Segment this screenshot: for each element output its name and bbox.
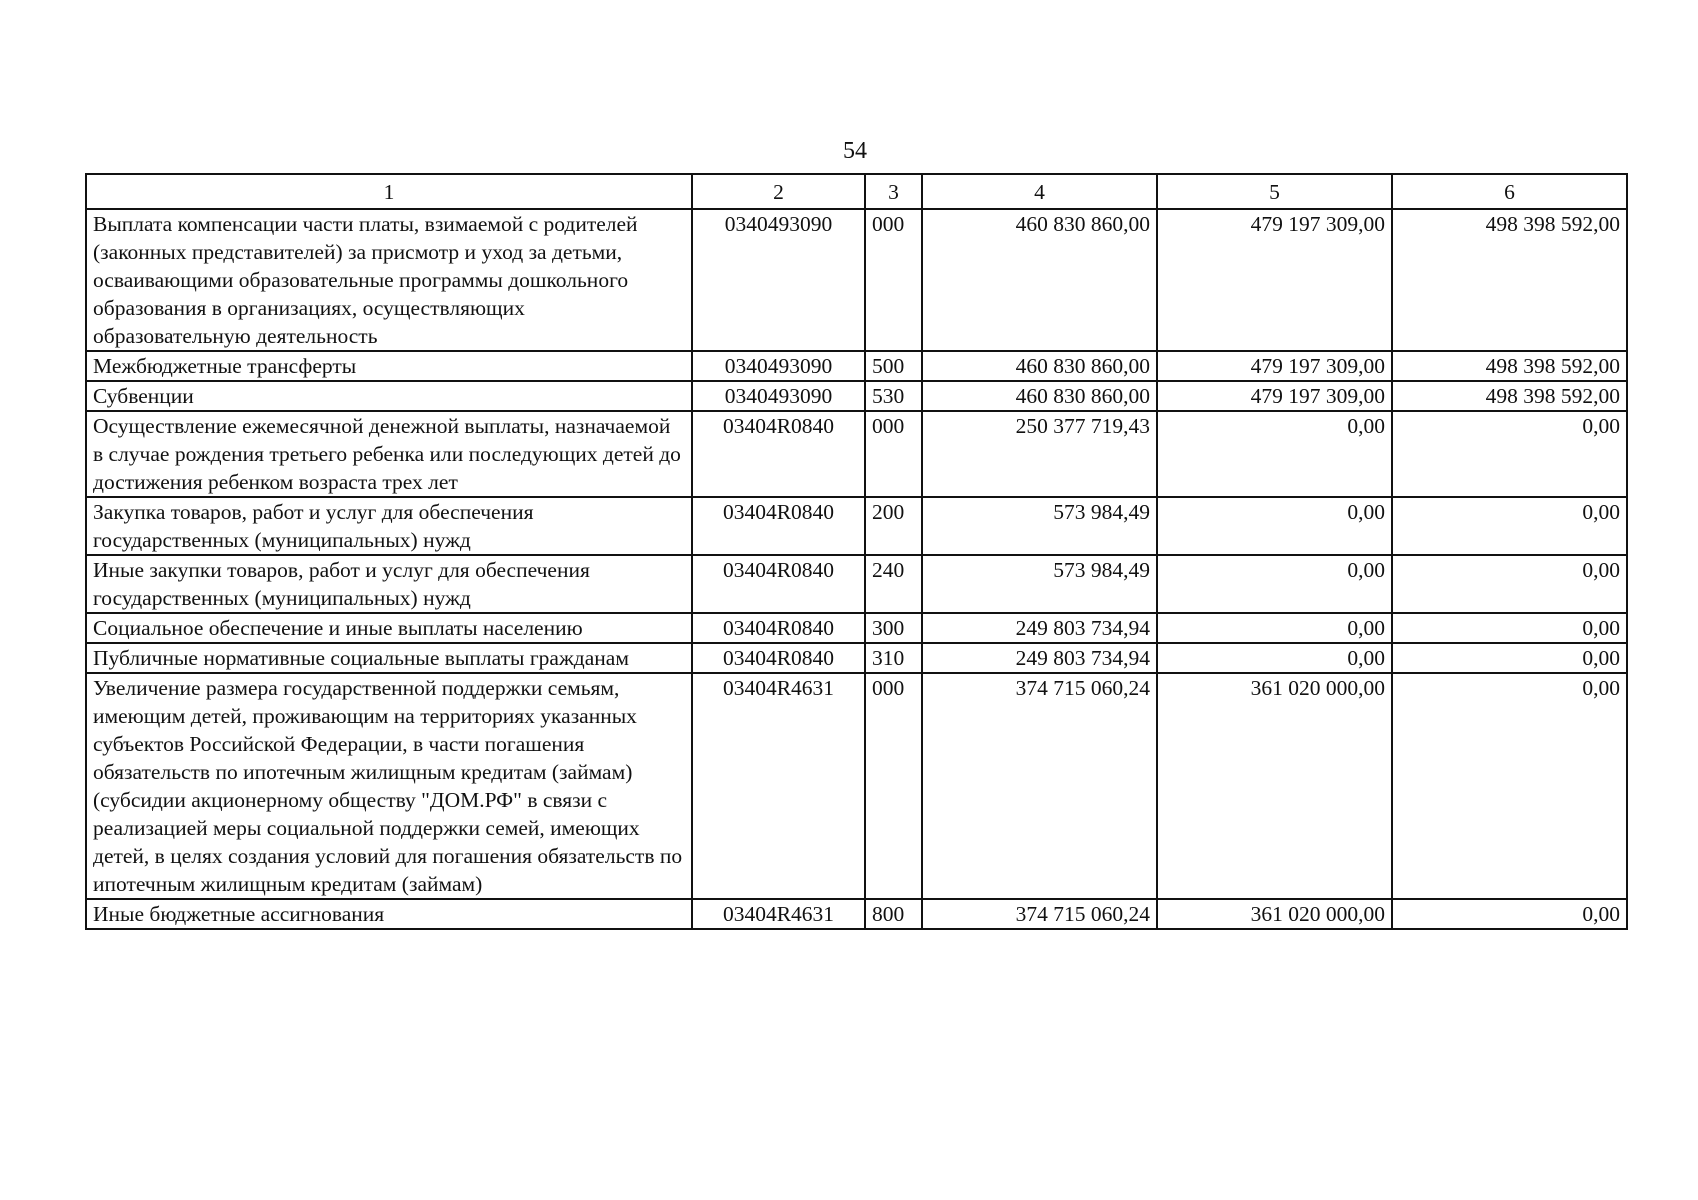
- row-name-cell: Иные закупки товаров, работ и услуг для обеспечения государственных (муниципальных) нужд: [86, 555, 692, 613]
- target-code-cell: 03404R0840: [692, 411, 865, 497]
- amount-col5-cell: 0,00: [1157, 555, 1392, 613]
- row-name-cell: Осуществление ежемесячной денежной выплаты, назначаемой в случае рождения третьего ребенка или последующих детей до достижения ребенком возраста трех лет: [86, 411, 692, 497]
- table-row: [86, 411, 1627, 497]
- expense-type-cell: 310: [865, 643, 922, 673]
- header-row: [86, 174, 1627, 209]
- target-code-cell: 0340493090: [692, 351, 865, 381]
- table-row: [86, 351, 1627, 381]
- row-name-cell: Закупка товаров, работ и услуг для обеспечения государственных (муниципальных) нужд: [86, 497, 692, 555]
- table-row: [86, 381, 1627, 411]
- amount-col6-cell: 498 398 592,00: [1392, 209, 1627, 351]
- amount-col5-cell: 479 197 309,00: [1157, 381, 1392, 411]
- header-cell-5: 5: [1157, 174, 1392, 209]
- amount-col6-cell: 0,00: [1392, 643, 1627, 673]
- expense-type-cell: 800: [865, 899, 922, 929]
- expense-type-cell: 000: [865, 673, 922, 899]
- table-row: [86, 643, 1627, 673]
- amount-col6-cell: 498 398 592,00: [1392, 351, 1627, 381]
- target-code-cell: 03404R0840: [692, 613, 865, 643]
- amount-col6-cell: 0,00: [1392, 555, 1627, 613]
- amount-col4-cell: 249 803 734,94: [922, 613, 1157, 643]
- amount-col6-cell: 498 398 592,00: [1392, 381, 1627, 411]
- amount-col4-cell: 249 803 734,94: [922, 643, 1157, 673]
- amount-col4-cell: 460 830 860,00: [922, 209, 1157, 351]
- table-row: [86, 497, 1627, 555]
- header-cell-2: 2: [692, 174, 865, 209]
- amount-col5-cell: 0,00: [1157, 497, 1392, 555]
- budget-table: [85, 173, 1628, 930]
- row-name-cell: Публичные нормативные социальные выплаты гражданам: [86, 643, 692, 673]
- table-row: [86, 555, 1627, 613]
- target-code-cell: 03404R4631: [692, 673, 865, 899]
- amount-col6-cell: 0,00: [1392, 497, 1627, 555]
- table-row: [86, 673, 1627, 899]
- target-code-cell: 03404R0840: [692, 643, 865, 673]
- row-name-cell: Субвенции: [86, 381, 692, 411]
- expense-type-cell: 300: [865, 613, 922, 643]
- amount-col6-cell: 0,00: [1392, 613, 1627, 643]
- expense-type-cell: 500: [865, 351, 922, 381]
- header-cell-4: 4: [922, 174, 1157, 209]
- header-cell-1: 1: [86, 174, 692, 209]
- amount-col4-cell: 250 377 719,43: [922, 411, 1157, 497]
- amount-col4-cell: 374 715 060,24: [922, 899, 1157, 929]
- amount-col5-cell: 361 020 000,00: [1157, 899, 1392, 929]
- expense-type-cell: 240: [865, 555, 922, 613]
- expense-type-cell: 000: [865, 411, 922, 497]
- target-code-cell: 03404R4631: [692, 899, 865, 929]
- amount-col5-cell: 479 197 309,00: [1157, 351, 1392, 381]
- target-code-cell: 03404R0840: [692, 497, 865, 555]
- expense-type-cell: 530: [865, 381, 922, 411]
- amount-col5-cell: 0,00: [1157, 411, 1392, 497]
- header-cell-6: 6: [1392, 174, 1627, 209]
- amount-col6-cell: 0,00: [1392, 899, 1627, 929]
- amount-col5-cell: 479 197 309,00: [1157, 209, 1392, 351]
- expense-type-cell: 000: [865, 209, 922, 351]
- amount-col6-cell: 0,00: [1392, 411, 1627, 497]
- amount-col4-cell: 573 984,49: [922, 497, 1157, 555]
- amount-col4-cell: 460 830 860,00: [922, 381, 1157, 411]
- amount-col5-cell: 0,00: [1157, 613, 1392, 643]
- row-name-cell: Иные бюджетные ассигнования: [86, 899, 692, 929]
- amount-col4-cell: 460 830 860,00: [922, 351, 1157, 381]
- target-code-cell: 0340493090: [692, 209, 865, 351]
- row-name-cell: Социальное обеспечение и иные выплаты населению: [86, 613, 692, 643]
- table-row: [86, 209, 1627, 351]
- amount-col6-cell: 0,00: [1392, 673, 1627, 899]
- row-name-cell: Выплата компенсации части платы, взимаемой с родителей (законных представителей) за присмотр и уход за детьми, осваивающими образовательные программы дошкольного образования в организациях, осуществляющих образовательную деятельность: [86, 209, 692, 351]
- target-code-cell: 03404R0840: [692, 555, 865, 613]
- target-code-cell: 0340493090: [692, 381, 865, 411]
- amount-col4-cell: 374 715 060,24: [922, 673, 1157, 899]
- row-name-cell: Межбюджетные трансферты: [86, 351, 692, 381]
- amount-col5-cell: 361 020 000,00: [1157, 673, 1392, 899]
- header-cell-3: 3: [865, 174, 922, 209]
- table-row: [86, 613, 1627, 643]
- table-row: [86, 899, 1627, 929]
- amount-col4-cell: 573 984,49: [922, 555, 1157, 613]
- amount-col5-cell: 0,00: [1157, 643, 1392, 673]
- expense-type-cell: 200: [865, 497, 922, 555]
- row-name-cell: Увеличение размера государственной поддержки семьям, имеющим детей, проживающим на территориях указанных субъектов Российской Федерации, в части погашения обязательств по ипотечным жилищным кредитам (займам) (субсидии акционерному обществу "ДОМ.РФ" в связи с реализацией меры социальной поддержки семей, имеющих детей, в целях создания условий для погашения обязательств по ипотечным жилищным кредитам (займам): [86, 673, 692, 899]
- page-number: 54: [843, 138, 867, 164]
